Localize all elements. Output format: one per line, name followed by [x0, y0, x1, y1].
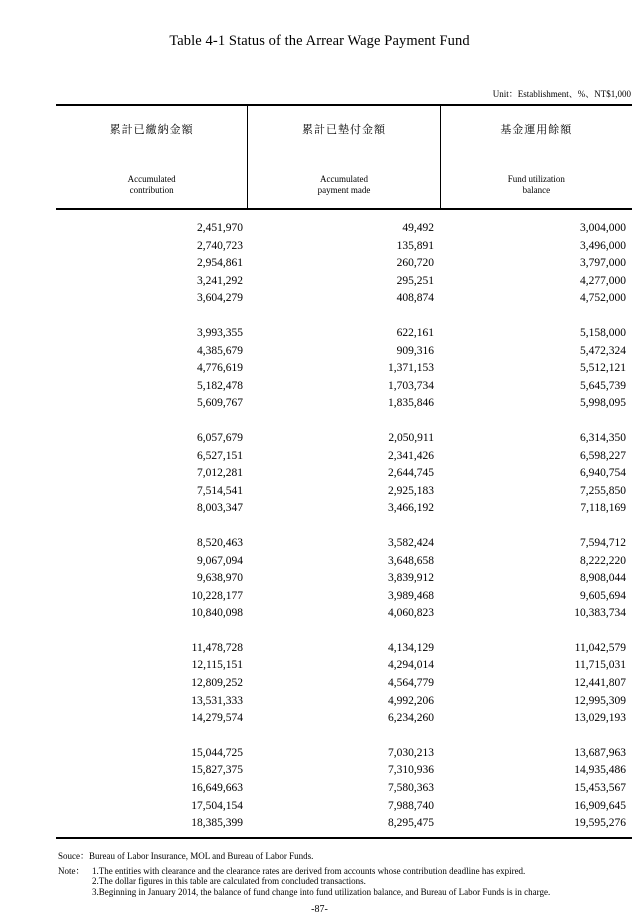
cell-fund-balance: 3,004,000	[580, 222, 626, 234]
cell-accumulated-contribution: 8,520,463	[197, 536, 243, 549]
fund-table	[56, 104, 632, 839]
cell-accumulated-payment: 2,341,426	[388, 449, 434, 462]
cell-accumulated-contribution: 4,385,679	[197, 344, 243, 357]
cell-fund-balance: 7,118,169	[580, 502, 626, 515]
table-row	[56, 762, 632, 780]
cell-fund-balance: 10,383,734	[574, 607, 626, 620]
cell-accumulated-payment: 295,251	[396, 274, 434, 287]
cell-accumulated-payment: 909,316	[396, 344, 434, 357]
table-row	[56, 640, 632, 658]
cell-fund-balance: 8,222,220	[580, 554, 626, 567]
table-row	[56, 273, 632, 291]
table-row	[56, 798, 632, 816]
cell-accumulated-payment: 3,839,912	[388, 572, 434, 585]
row-group	[56, 325, 632, 413]
row-group	[56, 535, 632, 623]
cell-fund-balance: 16,909,645	[574, 799, 626, 812]
cell-accumulated-payment: 622,161	[396, 326, 434, 339]
cell-accumulated-payment: 4,564,779	[388, 677, 434, 690]
page-number: -87-	[311, 904, 328, 915]
table-row	[56, 255, 632, 273]
cell-accumulated-contribution: 4,776,619	[197, 362, 243, 375]
cell-accumulated-contribution: 11,478,728	[191, 641, 243, 654]
table-row	[56, 745, 632, 763]
cell-fund-balance: 19,595,276	[574, 817, 626, 830]
cell-accumulated-payment: 7,310,936	[388, 764, 434, 777]
cell-accumulated-contribution: 2,954,861	[197, 257, 243, 270]
cell-fund-balance: 5,512,121	[580, 362, 626, 375]
cell-accumulated-contribution: 6,057,679	[197, 431, 243, 444]
table-row	[56, 605, 632, 623]
cell-accumulated-payment: 3,648,658	[388, 554, 434, 567]
header-accumulated-payment	[247, 106, 439, 208]
table-row	[56, 500, 632, 518]
cell-accumulated-contribution: 6,527,151	[197, 449, 243, 462]
table-row	[56, 378, 632, 396]
table-row	[56, 325, 632, 343]
cell-accumulated-payment: 4,294,014	[388, 659, 434, 672]
cell-accumulated-payment: 8,295,475	[388, 817, 434, 830]
cell-accumulated-payment: 1,835,846	[388, 397, 434, 410]
header-accumulated-contribution	[56, 106, 247, 208]
cell-fund-balance: 11,715,031	[574, 659, 626, 672]
cell-fund-balance: 6,940,754	[580, 467, 626, 480]
cell-fund-balance: 12,441,807	[574, 677, 626, 690]
cell-accumulated-contribution: 18,385,399	[191, 817, 243, 830]
table-row	[56, 657, 632, 675]
notes-block	[58, 851, 550, 897]
table-header	[56, 106, 632, 208]
cell-fund-balance: 13,687,963	[574, 746, 626, 759]
header-en: Fund utilization balance	[507, 174, 565, 195]
header-zh: 累計已繳納金額	[109, 123, 194, 136]
bottom-rule	[56, 837, 632, 839]
cell-accumulated-payment: 408,874	[396, 292, 434, 305]
cell-accumulated-contribution: 5,609,767	[197, 397, 243, 410]
cell-accumulated-payment: 4,060,823	[388, 607, 434, 620]
cell-accumulated-payment: 3,582,424	[388, 536, 434, 549]
cell-accumulated-contribution: 16,649,663	[191, 782, 243, 795]
cell-fund-balance: 15,453,567	[574, 782, 626, 795]
header-en: Accumulated payment made	[317, 174, 371, 195]
table-row	[56, 360, 632, 378]
cell-accumulated-contribution: 2,451,970	[197, 222, 243, 234]
note-2: 2.The dollar figures in this table are calculated from concluded transactions.	[92, 876, 366, 887]
table-row	[56, 535, 632, 553]
cell-accumulated-payment: 6,234,260	[388, 712, 434, 725]
cell-accumulated-contribution: 15,044,725	[191, 746, 243, 759]
cell-accumulated-contribution: 13,531,333	[191, 694, 243, 707]
cell-fund-balance: 4,277,000	[580, 274, 626, 287]
table-row	[56, 553, 632, 571]
table-row	[56, 343, 632, 361]
cell-fund-balance: 9,605,694	[580, 589, 626, 602]
cell-accumulated-payment: 260,720	[396, 257, 434, 270]
cell-fund-balance: 14,935,486	[574, 764, 626, 777]
table-row	[56, 483, 632, 501]
cell-fund-balance: 7,594,712	[580, 536, 626, 549]
cell-fund-balance: 6,314,350	[580, 431, 626, 444]
cell-accumulated-payment: 2,644,745	[388, 467, 434, 480]
cell-accumulated-contribution: 12,809,252	[191, 677, 243, 690]
header-zh: 基金運用餘額	[500, 123, 573, 136]
header-zh: 累計已墊付金額	[301, 123, 386, 136]
table-row	[56, 430, 632, 448]
cell-fund-balance: 6,598,227	[580, 449, 626, 462]
cell-accumulated-payment: 4,134,129	[388, 641, 434, 654]
cell-accumulated-contribution: 8,003,347	[197, 502, 243, 515]
header-fund-balance	[440, 106, 632, 208]
table-row	[56, 588, 632, 606]
cell-accumulated-contribution: 2,740,723	[197, 239, 243, 252]
cell-accumulated-contribution: 10,840,098	[191, 607, 243, 620]
cell-accumulated-contribution: 5,182,478	[197, 379, 243, 392]
row-group	[56, 220, 632, 308]
cell-accumulated-contribution: 14,279,574	[191, 712, 243, 725]
cell-accumulated-contribution: 9,638,970	[197, 572, 243, 585]
cell-accumulated-contribution: 7,514,541	[197, 484, 243, 497]
source-note: Souce：Bureau of Labor Insurance, MOL and Bureau of Labor Funds.	[58, 851, 314, 861]
table-row	[56, 238, 632, 256]
cell-accumulated-payment: 3,989,468	[388, 589, 434, 602]
row-group	[56, 640, 632, 728]
table-row	[56, 465, 632, 483]
cell-accumulated-contribution: 15,827,375	[191, 764, 243, 777]
cell-accumulated-contribution: 3,604,279	[197, 292, 243, 305]
cell-fund-balance: 7,255,850	[580, 484, 626, 497]
notes-label: Note：	[58, 865, 85, 876]
cell-accumulated-payment: 7,030,213	[388, 746, 434, 759]
cell-accumulated-payment: 2,925,183	[388, 484, 434, 497]
header-en: Accumulated contribution	[127, 174, 176, 195]
table-row	[56, 290, 632, 308]
table-row	[56, 395, 632, 413]
cell-fund-balance: 8,908,044	[580, 572, 626, 585]
row-group	[56, 745, 632, 833]
table-body	[56, 210, 632, 837]
cell-accumulated-payment: 3,466,192	[388, 502, 434, 515]
table-row	[56, 448, 632, 466]
cell-fund-balance: 5,158,000	[580, 326, 626, 339]
cell-fund-balance: 13,029,193	[574, 712, 626, 725]
cell-accumulated-payment: 7,988,740	[388, 799, 434, 812]
cell-accumulated-payment: 7,580,363	[388, 782, 434, 795]
cell-fund-balance: 11,042,579	[574, 641, 626, 654]
cell-accumulated-payment: 1,703,734	[388, 379, 434, 392]
table-row	[56, 693, 632, 711]
cell-accumulated-contribution: 3,993,355	[197, 326, 243, 339]
cell-accumulated-contribution: 7,012,281	[197, 467, 243, 480]
cell-accumulated-contribution: 12,115,151	[191, 659, 243, 672]
cell-accumulated-contribution: 10,228,177	[191, 589, 243, 602]
table-row	[56, 710, 632, 728]
row-group	[56, 430, 632, 518]
cell-fund-balance: 5,645,739	[580, 379, 626, 392]
cell-accumulated-payment: 135,891	[396, 239, 434, 252]
cell-accumulated-payment: 49,492	[402, 222, 434, 234]
cell-fund-balance: 12,995,309	[574, 694, 626, 707]
table-row	[56, 570, 632, 588]
unit-note: Unit：Establishment、%、NT$1,000	[492, 89, 631, 99]
note-3: 3.Beginning in January 2014, the balance of fund change into fund utilization balance, and Bureau of Labor Funds is in charge.	[92, 886, 551, 897]
cell-accumulated-payment: 4,992,206	[388, 694, 434, 707]
table-row	[56, 675, 632, 693]
cell-accumulated-payment: 1,371,153	[388, 362, 434, 375]
cell-fund-balance: 3,496,000	[580, 239, 626, 252]
cell-fund-balance: 5,998,095	[580, 397, 626, 410]
cell-accumulated-contribution: 3,241,292	[197, 274, 243, 287]
cell-accumulated-payment: 2,050,911	[388, 431, 434, 444]
cell-fund-balance: 4,752,000	[580, 292, 626, 305]
table-title: Table 4-1 Status of the Arrear Wage Payment Fund	[169, 33, 470, 49]
cell-accumulated-contribution: 9,067,094	[197, 554, 243, 567]
cell-accumulated-contribution: 17,504,154	[191, 799, 243, 812]
note-1: 1.The entities with clearance and the clearance rates are derived from accounts whose contribution deadline has expired.	[92, 865, 526, 876]
table-row	[56, 780, 632, 798]
table-row	[56, 815, 632, 833]
cell-fund-balance: 3,797,000	[580, 257, 626, 270]
table-row	[56, 220, 632, 238]
cell-fund-balance: 5,472,324	[580, 344, 626, 357]
